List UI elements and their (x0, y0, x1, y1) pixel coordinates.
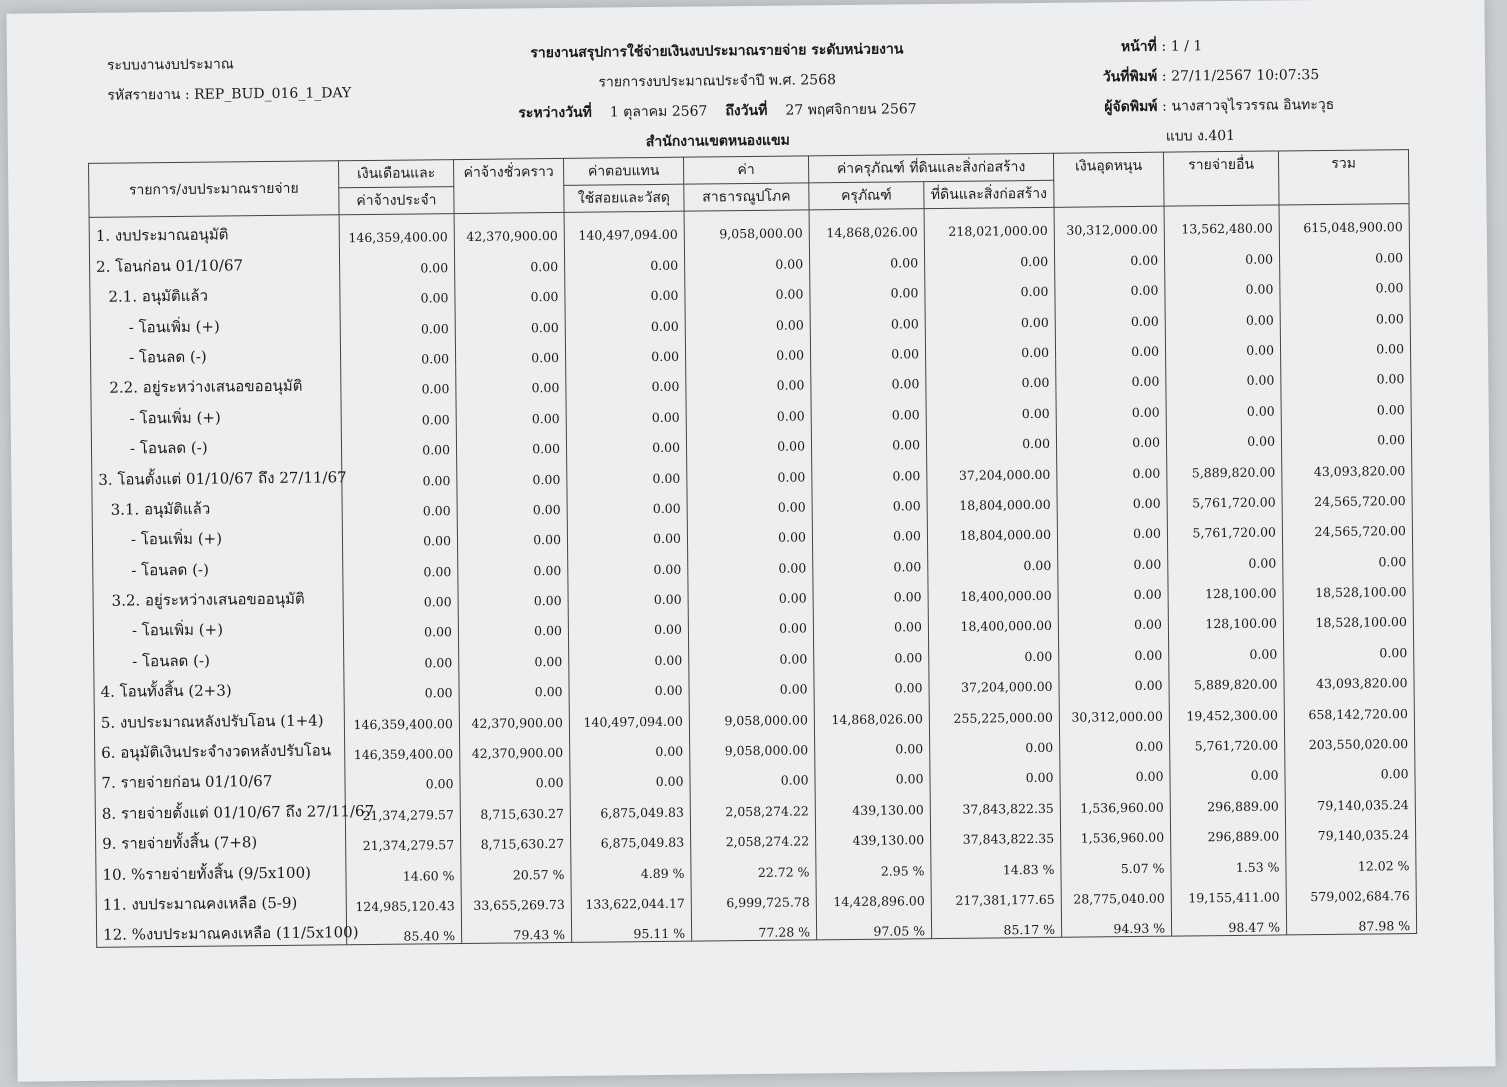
row-value-cell: 42,370,900.00 (454, 212, 564, 244)
row-value-cell: 0.00 (1283, 630, 1413, 662)
row-value-cell: 0.00 (686, 393, 811, 425)
row-value-cell: 128,100.00 (1168, 570, 1283, 602)
row-value-cell: 296,889.00 (1170, 813, 1285, 845)
row-value-cell: 0.00 (810, 331, 925, 363)
row-value-cell: 0.00 (460, 760, 570, 792)
row-value-cell: 203,550,020.00 (1284, 721, 1414, 753)
row-value-cell: 0.00 (929, 633, 1059, 665)
row-value-cell: 0.00 (567, 455, 687, 487)
row-value-cell: 19,452,300.00 (1169, 692, 1284, 724)
row-item-label: - โอนเพิ่ม (+) (91, 398, 341, 431)
row-value-cell: 0.00 (1285, 751, 1415, 783)
row-value-cell: 0.00 (814, 726, 929, 758)
row-value-cell: 0.00 (1055, 328, 1165, 360)
row-value-cell: 18,804,000.00 (927, 512, 1057, 544)
row-value-cell: 0.00 (688, 575, 813, 607)
row-value-cell: 9,058,000.00 (684, 210, 809, 242)
row-value-cell: 0.00 (565, 333, 685, 365)
row-value-cell: 0.00 (458, 547, 568, 579)
row-item-label: 5. งบประมาณหลังปรับโอน (1+4) (94, 702, 344, 735)
row-value-cell: 0.00 (686, 362, 811, 394)
office-name: สำนักงานเขตหนองแขม (645, 132, 790, 151)
report-page (6, 0, 1495, 1082)
row-value-cell: 5.07 % (1061, 845, 1171, 877)
from-date: 1 ตุลาคม 2567 (609, 103, 708, 121)
row-value-cell: 0.00 (813, 604, 928, 636)
row-value-cell: 14.60 % (346, 852, 461, 884)
row-value-cell: 0.00 (811, 361, 926, 393)
row-value-cell: 0.00 (1279, 234, 1409, 266)
col-header-temp: ค่าจ้างชั่วคราว (454, 158, 565, 213)
row-value-cell: 0.00 (340, 275, 455, 307)
page-label: หน้าที่ (1120, 38, 1157, 56)
row-item-label: 7. รายจ่ายก่อน 01/10/67 (95, 762, 345, 795)
row-value-cell: 9,058,000.00 (689, 697, 814, 729)
row-value-cell: 79.43 % (461, 912, 571, 944)
row-value-cell: 0.00 (684, 241, 809, 273)
row-value-cell: 0.00 (567, 485, 687, 517)
row-value-cell: 0.00 (928, 542, 1058, 574)
row-value-cell: 0.00 (1060, 754, 1170, 786)
system-name: ระบบงานงบประมาณ (106, 56, 234, 74)
row-item-label: - โอนลด (-) (91, 428, 341, 461)
row-value-cell: 146,359,400.00 (344, 700, 459, 732)
row-value-cell: 0.00 (811, 392, 926, 424)
row-value-cell: 0.00 (1281, 386, 1411, 418)
print-date-label: วันที่พิมพ์ (1102, 68, 1158, 86)
col-header-equip: ครุภัณฑ์ (809, 182, 924, 210)
form-code: แบบ ง.401 (1165, 127, 1236, 145)
row-value-cell: 37,843,822.35 (930, 785, 1060, 817)
col-header-salary-2: ค่าจ้างประจำ (339, 187, 454, 215)
row-value-cell: 18,528,100.00 (1283, 599, 1413, 631)
row-item-label: 4. โอนทั้งสิ้น (2+3) (94, 671, 344, 704)
row-value-cell: 0.00 (812, 513, 927, 545)
row-value-cell: 0.00 (459, 638, 569, 670)
row-item-label: - โอนเพิ่ม (+) (90, 306, 340, 339)
row-value-cell: 0.00 (1165, 266, 1280, 298)
row-item-label: - โอนลด (-) (94, 641, 344, 674)
report-header-right (1077, 30, 1362, 123)
row-item-label: 12. %งบประมาณคงเหลือ (11/5x100) (96, 914, 346, 948)
row-value-cell: 30,312,000.00 (1059, 693, 1169, 725)
printer-info: ผู้จัดพิมพ์ : นางสาวจุไรวรรณ อินทะวุธ (1077, 90, 1361, 123)
col-header-salary: เงินเดือนและ (339, 160, 454, 188)
row-value-cell: 0.00 (458, 608, 568, 640)
row-value-cell: 97.05 % (816, 908, 931, 940)
row-value-cell: 0.00 (567, 516, 687, 548)
row-value-cell: 28,775,040.00 (1061, 875, 1171, 907)
row-value-cell: 140,497,094.00 (569, 698, 689, 730)
row-value-cell: 0.00 (813, 574, 928, 606)
row-value-cell: 0.00 (687, 484, 812, 516)
row-value-cell: 18,400,000.00 (928, 603, 1058, 635)
report-period (467, 94, 967, 129)
row-value-cell: 658,142,720.00 (1284, 690, 1414, 722)
col-header-total: รวม (1278, 150, 1409, 205)
row-value-cell: 0.00 (343, 609, 458, 641)
row-value-cell: 0.00 (1057, 450, 1167, 482)
row-value-cell: 0.00 (564, 242, 684, 274)
row-item-label: - โอนเพิ่ม (+) (93, 610, 343, 643)
row-value-cell: 0.00 (458, 578, 568, 610)
row-item-label: 2.2. อยู่ระหว่างเสนอขออนุมัติ (91, 367, 341, 400)
row-value-cell: 21,374,279.57 (345, 822, 460, 854)
row-value-cell: 0.00 (456, 365, 566, 397)
row-item-label: - โอนลด (-) (90, 337, 340, 370)
row-value-cell: 0.00 (454, 243, 564, 275)
row-value-cell: 0.00 (345, 761, 460, 793)
row-value-cell: 0.00 (1283, 538, 1413, 570)
row-item-label: - โอนลด (-) (93, 550, 343, 583)
row-value-cell: 8,715,630.27 (460, 821, 570, 853)
row-value-cell: 0.00 (689, 666, 814, 698)
row-value-cell: 0.00 (926, 390, 1056, 422)
row-value-cell: 146,359,400.00 (344, 731, 459, 763)
row-value-cell: 0.00 (566, 394, 686, 426)
row-value-cell: 0.00 (690, 757, 815, 789)
row-value-cell: 0.00 (343, 579, 458, 611)
row-value-cell: 0.00 (343, 548, 458, 580)
col-header-comp-2: ใช้สอยและวัสดุ (564, 184, 684, 212)
row-value-cell: 0.00 (811, 422, 926, 454)
row-value-cell: 0.00 (815, 756, 930, 788)
printer-value: นางสาวจุไรวรรณ อินทะวุธ (1171, 96, 1335, 115)
from-label: ระหว่างวันที่ (518, 104, 592, 122)
row-value-cell: 0.00 (565, 272, 685, 304)
row-value-cell: 0.00 (1165, 327, 1280, 359)
row-value-cell: 22.72 % (691, 849, 816, 881)
row-value-cell: 0.00 (1280, 265, 1410, 297)
row-value-cell: 0.00 (1055, 298, 1165, 330)
print-date-value: 27/11/2567 10:07:35 (1171, 67, 1320, 85)
table-body (89, 204, 1417, 948)
row-value-cell: 0.00 (810, 300, 925, 332)
row-item-label: 9. รายจ่ายทั้งสิ้น (7+8) (95, 823, 345, 856)
row-value-cell: 0.00 (1166, 418, 1281, 450)
row-item-label: 3.1. อนุมัติแล้ว (92, 489, 342, 522)
row-value-cell: 0.00 (1058, 571, 1168, 603)
row-value-cell: 0.00 (341, 427, 456, 459)
row-value-cell: 0.00 (1166, 388, 1281, 420)
row-value-cell: 0.00 (568, 546, 688, 578)
row-value-cell: 0.00 (1059, 632, 1169, 664)
row-value-cell: 0.00 (1056, 389, 1166, 421)
row-value-cell: 0.00 (685, 271, 810, 303)
row-value-cell: 33,655,269.73 (461, 881, 571, 913)
row-value-cell: 1,536,960.00 (1060, 784, 1170, 816)
row-value-cell: 0.00 (1281, 417, 1411, 449)
row-value-cell: 0.00 (456, 395, 566, 427)
row-value-cell: 218,021,000.00 (924, 207, 1054, 239)
row-value-cell: 0.00 (1169, 631, 1284, 663)
row-value-cell: 0.00 (812, 483, 927, 515)
row-value-cell: 0.00 (344, 670, 459, 702)
row-value-cell: 0.00 (1057, 480, 1167, 512)
row-value-cell: 146,359,400.00 (339, 214, 454, 246)
row-value-cell: 2.95 % (816, 847, 931, 879)
row-value-cell: 5,761,720.00 (1167, 479, 1282, 511)
row-value-cell: 0.00 (814, 665, 929, 697)
row-value-cell: 0.00 (814, 635, 929, 667)
row-value-cell: 0.00 (569, 728, 689, 760)
printer-label: ผู้จัดพิมพ์ (1104, 98, 1158, 116)
report-code: รหัสรายงาน : REP_BUD_016_1_DAY (107, 85, 352, 104)
report-header-left (107, 48, 352, 111)
col-header-equip-group: ค่าครุภัณฑ์ ที่ดินและสิ่งก่อสร้าง (808, 153, 1053, 183)
col-header-comp: ค่าตอบแทน (563, 157, 683, 185)
report-subtitle: รายการงบประมาณประจำปี พ.ศ. 2568 (598, 72, 837, 91)
row-value-cell: 18,528,100.00 (1283, 569, 1413, 601)
row-value-cell: 0.00 (456, 426, 566, 458)
row-value-cell: 42,370,900.00 (459, 699, 569, 731)
row-value-cell: 0.00 (342, 488, 457, 520)
row-value-cell: 18,400,000.00 (928, 572, 1058, 604)
row-value-cell: 0.00 (812, 452, 927, 484)
row-value-cell: 0.00 (569, 668, 689, 700)
row-value-cell: 0.00 (813, 543, 928, 575)
row-value-cell: 0.00 (1057, 511, 1167, 543)
row-value-cell: 0.00 (925, 269, 1055, 301)
row-value-cell: 42,370,900.00 (459, 730, 569, 762)
row-value-cell: 43,093,820.00 (1282, 447, 1412, 479)
row-value-cell: 37,204,000.00 (929, 664, 1059, 696)
row-value-cell: 0.00 (1165, 297, 1280, 329)
row-value-cell: 98.47 % (1171, 904, 1286, 936)
row-value-cell: 0.00 (685, 332, 810, 364)
row-value-cell: 0.00 (570, 759, 690, 791)
row-value-cell: 2,058,274.22 (690, 818, 815, 850)
row-value-cell: 0.00 (568, 607, 688, 639)
row-item-label: 3. โอนตั้งแต่ 01/10/67 ถึง 27/11/67 (92, 458, 342, 491)
row-value-cell: 0.00 (687, 453, 812, 485)
row-value-cell: 0.00 (925, 299, 1055, 331)
row-value-cell: 0.00 (566, 364, 686, 396)
row-value-cell: 4.89 % (571, 850, 691, 882)
row-value-cell: 133,622,044.17 (571, 880, 691, 912)
row-item-label: 2.1. อนุมัติแล้ว (90, 276, 340, 309)
row-value-cell: 37,204,000.00 (927, 451, 1057, 483)
report-title: รายงานสรุปการใช้จ่ายเงินงบประมาณรายจ่าย ระดับหน่วยงาน (530, 41, 904, 62)
row-value-cell: 124,985,120.43 (346, 883, 461, 915)
row-value-cell: 12.02 % (1286, 842, 1416, 874)
print-date: วันที่พิมพ์ : 27/11/2567 10:07:35 (1077, 60, 1361, 93)
row-value-cell: 6,875,049.83 (570, 819, 690, 851)
col-header-other: รายจ่ายอื่น (1163, 151, 1279, 206)
row-value-cell: 0.00 (926, 421, 1056, 453)
row-value-cell: 0.00 (1170, 752, 1285, 784)
row-value-cell: 2,058,274.22 (690, 788, 815, 820)
row-value-cell: 439,130.00 (815, 787, 930, 819)
row-value-cell: 87.98 % (1286, 903, 1416, 935)
row-value-cell: 1.53 % (1171, 844, 1286, 876)
row-value-cell: 18,804,000.00 (927, 481, 1057, 513)
row-value-cell: 24,565,720.00 (1282, 508, 1412, 540)
row-value-cell: 24,565,720.00 (1282, 478, 1412, 510)
row-value-cell: 296,889.00 (1170, 783, 1285, 815)
row-value-cell: 217,381,177.65 (931, 876, 1061, 908)
row-value-cell: 579,002,684.76 (1286, 873, 1416, 905)
row-value-cell: 21,374,279.57 (345, 791, 460, 823)
row-item-label: 3.2. อยู่ระหว่างเสนอขออนุมัติ (93, 580, 343, 613)
row-value-cell: 0.00 (455, 334, 565, 366)
row-value-cell: 0.00 (566, 424, 686, 456)
row-value-cell: 43,093,820.00 (1284, 660, 1414, 692)
row-value-cell: 95.11 % (571, 911, 691, 943)
row-value-cell: 37,843,822.35 (930, 816, 1060, 848)
col-header-util-2: สาธารณูปโภค (684, 183, 809, 211)
col-header-land: ที่ดินและสิ่งก่อสร้าง (924, 180, 1054, 208)
row-value-cell: 439,130.00 (815, 817, 930, 849)
row-value-cell: 0.00 (1058, 541, 1168, 573)
row-value-cell: 0.00 (1058, 602, 1168, 634)
row-value-cell: 14,868,026.00 (814, 695, 929, 727)
row-value-cell: 0.00 (810, 270, 925, 302)
row-value-cell: 0.00 (568, 576, 688, 608)
row-value-cell: 0.00 (924, 238, 1054, 270)
row-item-label: 6. อนุมัติเงินประจำงวดหลังปรับโอน (95, 732, 345, 765)
row-value-cell: 20.57 % (461, 851, 571, 883)
col-header-util: ค่า (683, 156, 808, 184)
row-value-cell: 0.00 (686, 423, 811, 455)
row-value-cell: 0.00 (339, 244, 454, 276)
budget-summary-table (88, 149, 1417, 948)
row-value-cell: 0.00 (1168, 540, 1283, 572)
row-value-cell: 0.00 (688, 545, 813, 577)
row-value-cell: 0.00 (455, 304, 565, 336)
row-value-cell: 615,048,900.00 (1279, 204, 1409, 236)
row-value-cell: 0.00 (685, 302, 810, 334)
row-value-cell: 0.00 (341, 396, 456, 428)
row-value-cell: 19,155,411.00 (1171, 874, 1286, 906)
row-value-cell: 0.00 (1280, 326, 1410, 358)
row-value-cell: 94.93 % (1061, 906, 1171, 938)
page-value: 1 / 1 (1170, 38, 1203, 55)
row-value-cell: 0.00 (459, 669, 569, 701)
row-value-cell: 0.00 (688, 605, 813, 637)
row-value-cell: 0.00 (925, 329, 1055, 361)
row-value-cell: 0.00 (569, 637, 689, 669)
row-item-label: - โอนเพิ่ม (+) (92, 519, 342, 552)
row-value-cell: 0.00 (1056, 359, 1166, 391)
row-value-cell: 14,868,026.00 (809, 209, 924, 241)
row-value-cell: 0.00 (342, 457, 457, 489)
row-value-cell: 0.00 (457, 517, 567, 549)
row-value-cell: 0.00 (457, 486, 567, 518)
row-value-cell: 140,497,094.00 (564, 211, 684, 243)
row-value-cell: 8,715,630.27 (460, 790, 570, 822)
row-value-cell: 0.00 (929, 724, 1059, 756)
row-value-cell: 0.00 (689, 636, 814, 668)
row-value-cell: 0.00 (340, 305, 455, 337)
row-value-cell: 5,889,820.00 (1167, 449, 1282, 481)
row-value-cell: 0.00 (1054, 237, 1164, 269)
col-header-subsidy: เงินอุดหนุน (1053, 152, 1164, 207)
row-value-cell: 0.00 (344, 640, 459, 672)
row-item-label: 8. รายจ่ายตั้งแต่ 01/10/67 ถึง 27/11/67 (95, 793, 345, 826)
row-value-cell: 1,536,960.00 (1060, 814, 1170, 846)
row-value-cell: 255,225,000.00 (929, 694, 1059, 726)
row-value-cell: 79,140,035.24 (1285, 781, 1415, 813)
row-value-cell: 85.17 % (931, 907, 1061, 939)
row-value-cell: 0.00 (340, 336, 455, 368)
row-value-cell: 0.00 (1166, 357, 1281, 389)
row-value-cell: 5,761,720.00 (1169, 722, 1284, 754)
row-value-cell: 0.00 (341, 366, 456, 398)
row-value-cell: 13,562,480.00 (1164, 205, 1279, 237)
row-value-cell: 6,875,049.83 (570, 789, 690, 821)
to-date: 27 พฤศจิกายน 2567 (785, 101, 917, 119)
row-value-cell: 0.00 (1055, 267, 1165, 299)
row-item-label: 11. งบประมาณคงเหลือ (5-9) (96, 884, 346, 917)
row-value-cell: 79,140,035.24 (1285, 812, 1415, 844)
page-info: หน้าที่ : 1 / 1 (1077, 30, 1361, 63)
row-value-cell: 0.00 (342, 518, 457, 550)
row-value-cell: 0.00 (1059, 662, 1169, 694)
row-value-cell: 14,428,896.00 (816, 878, 931, 910)
row-value-cell: 5,761,720.00 (1167, 509, 1282, 541)
row-value-cell: 77.28 % (691, 909, 816, 941)
row-value-cell: 0.00 (926, 360, 1056, 392)
col-header-item: รายการ/งบประมาณรายจ่าย (89, 161, 340, 218)
row-value-cell: 0.00 (455, 274, 565, 306)
row-item-label: 2. โอนก่อน 01/10/67 (89, 246, 339, 279)
row-value-cell: 0.00 (1280, 295, 1410, 327)
row-value-cell: 0.00 (1164, 236, 1279, 268)
to-label: ถึงวันที่ (725, 102, 768, 120)
row-value-cell: 128,100.00 (1168, 601, 1283, 633)
row-value-cell: 0.00 (809, 240, 924, 272)
row-value-cell: 14.83 % (931, 846, 1061, 878)
row-value-cell: 9,058,000.00 (689, 727, 814, 759)
row-value-cell: 6,999,725.78 (691, 879, 816, 911)
row-item-label: 1. งบประมาณอนุมัติ (89, 215, 339, 249)
row-value-cell: 0.00 (1059, 723, 1169, 755)
row-item-label: 10. %รายจ่ายทั้งสิ้น (9/5x100) (96, 853, 346, 886)
row-value-cell: 0.00 (565, 303, 685, 335)
row-value-cell: 0.00 (457, 456, 567, 488)
report-header-center (467, 34, 968, 159)
row-value-cell: 0.00 (930, 755, 1060, 787)
row-value-cell: 85.40 % (346, 913, 461, 945)
row-value-cell: 0.00 (687, 514, 812, 546)
row-value-cell: 5,889,820.00 (1169, 661, 1284, 693)
row-value-cell: 0.00 (1281, 356, 1411, 388)
row-value-cell: 0.00 (1056, 419, 1166, 451)
row-value-cell: 30,312,000.00 (1054, 206, 1164, 238)
